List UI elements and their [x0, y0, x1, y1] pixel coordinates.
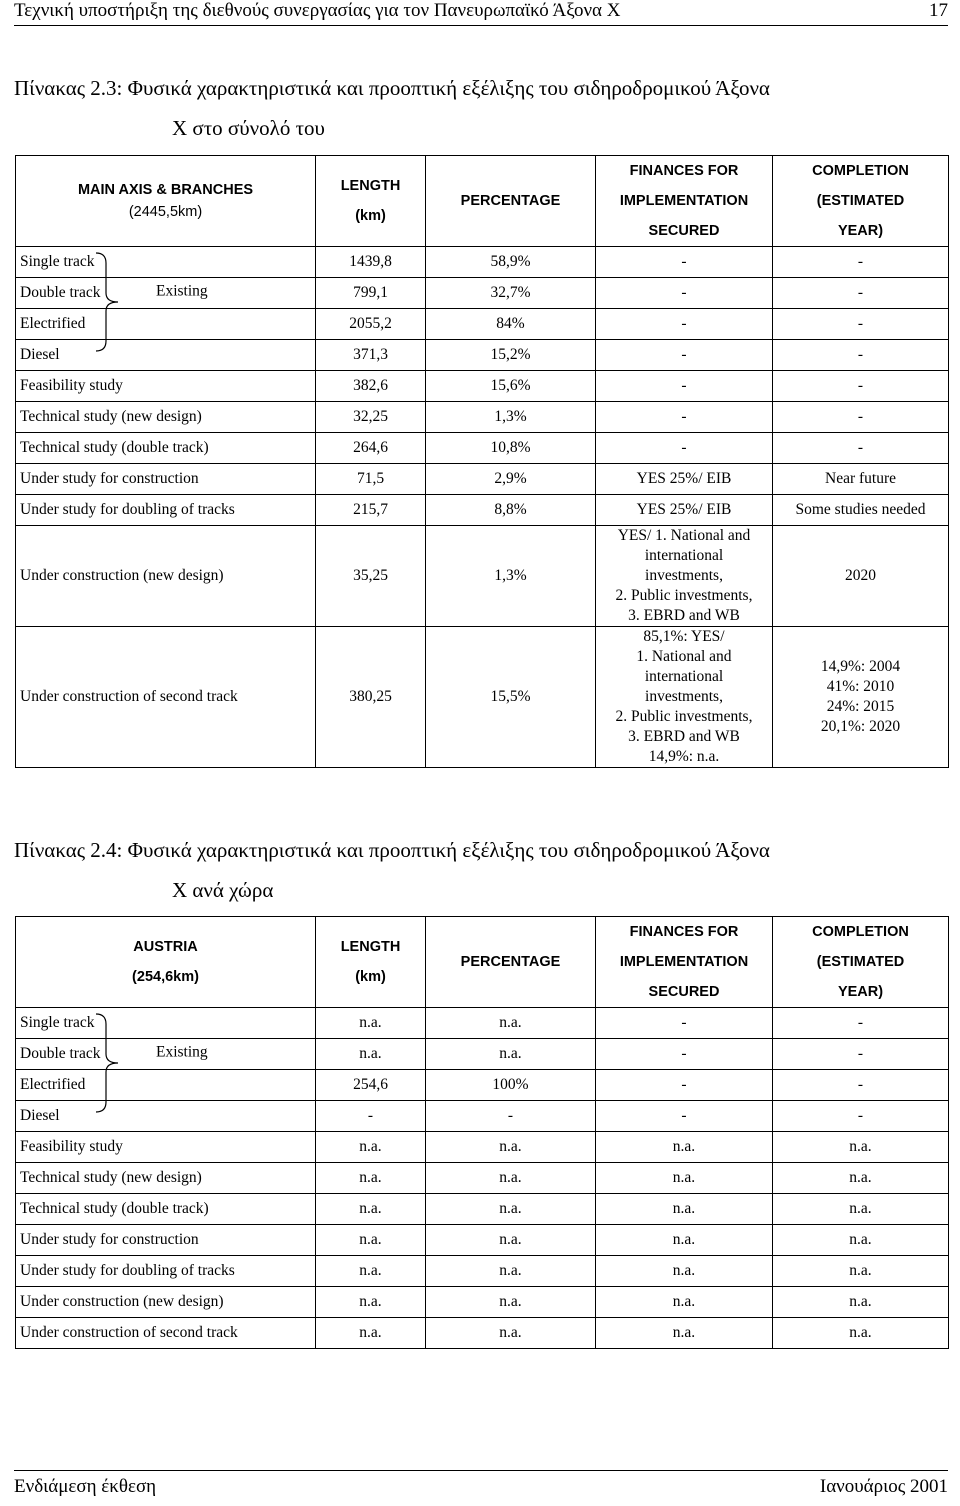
length-cell: n.a. — [316, 1225, 426, 1256]
table-row — [16, 278, 949, 309]
footer-rule — [14, 1470, 948, 1471]
finances_lines-line: 3. EBRD and WB — [628, 607, 740, 624]
row-label: Feasibility study — [16, 1132, 316, 1163]
percentage-cell: 2,9% — [426, 464, 596, 495]
length-cell: - — [316, 1101, 426, 1132]
row-label: Under study for doubling of tracks — [16, 495, 316, 526]
percentage-cell: 15,5% — [426, 627, 596, 768]
table-row — [16, 247, 949, 278]
row-label: Under construction of second track — [16, 627, 316, 768]
finances-cell: - — [596, 1039, 773, 1070]
percentage-cell: n.a. — [426, 1163, 596, 1194]
row-label: Technical study (double track) — [16, 1194, 316, 1225]
header-rule — [14, 25, 948, 26]
table-row — [16, 627, 949, 768]
table2-header-length: LENGTH (km) — [316, 917, 426, 1008]
finances_lines-line: international — [644, 668, 724, 685]
table1-caption-line2: Χ στο σύνολό του — [172, 116, 325, 140]
table1 — [15, 155, 949, 768]
percentage-cell: 15,2% — [426, 340, 596, 371]
finances_lines-line: 85,1%: YES/ — [643, 628, 725, 645]
table2-header-country: AUSTRIA (254,6km) — [16, 917, 316, 1008]
length-cell: n.a. — [316, 1039, 426, 1070]
completion-cell: - — [773, 433, 949, 464]
table1-header-row — [16, 156, 949, 247]
existing-label: Existing — [156, 1043, 208, 1061]
finances_lines-line: international — [644, 547, 724, 564]
percentage-cell: 32,7% — [426, 278, 596, 309]
finances-cell — [596, 526, 773, 627]
row-label: Under study for construction — [16, 464, 316, 495]
percentage-cell: 15,6% — [426, 371, 596, 402]
finances-cell: n.a. — [596, 1163, 773, 1194]
percentage-cell: 1,3% — [426, 402, 596, 433]
finances-cell: - — [596, 309, 773, 340]
table-row — [16, 309, 949, 340]
length-cell: n.a. — [316, 1287, 426, 1318]
table1-header-length: LENGTH (km) — [316, 156, 426, 247]
table-row — [16, 526, 949, 627]
length-cell: 32,25 — [316, 402, 426, 433]
row-label — [16, 1039, 316, 1070]
existing-label: Existing — [156, 282, 208, 300]
table1-caption — [14, 76, 954, 140]
table1-header-finances: FINANCES FOR IMPLEMENTATION SECURED — [596, 156, 773, 247]
percentage-cell: n.a. — [426, 1194, 596, 1225]
finances_lines-line: investments, — [645, 688, 723, 705]
finances-cell: n.a. — [596, 1287, 773, 1318]
row-label: Electrified — [16, 309, 316, 340]
length-cell: 71,5 — [316, 464, 426, 495]
table-row — [16, 1194, 949, 1225]
length-cell: n.a. — [316, 1194, 426, 1225]
finances-cell: n.a. — [596, 1225, 773, 1256]
percentage-cell: 10,8% — [426, 433, 596, 464]
table-row — [16, 340, 949, 371]
table1-existing-brace-icon — [94, 249, 118, 355]
table2-header-percentage: PERCENTAGE — [426, 917, 596, 1008]
footer-left: Ενδιάμεση έκθεση — [14, 1476, 157, 1497]
completion-cell: Near future — [773, 464, 949, 495]
finances-cell: - — [596, 371, 773, 402]
row-label: Diesel — [16, 1101, 316, 1132]
percentage-cell: n.a. — [426, 1008, 596, 1039]
finances_lines-line: YES/ 1. National and — [617, 527, 751, 544]
finances-cell: - — [596, 433, 773, 464]
percentage-cell: 84% — [426, 309, 596, 340]
row-label: Technical study (double track) — [16, 433, 316, 464]
completion-cell: - — [773, 1039, 949, 1070]
length-cell: 264,6 — [316, 433, 426, 464]
finances_lines-line: 1. National and — [636, 648, 732, 665]
finances-cell — [596, 627, 773, 768]
table2-caption — [14, 838, 954, 902]
finances_lines-line: 2. Public investments, — [615, 587, 753, 604]
table-row — [16, 402, 949, 433]
finances-cell: - — [596, 1008, 773, 1039]
finances_lines-line: 2. Public investments, — [615, 708, 753, 725]
table-row — [16, 1039, 949, 1070]
table1-header-percentage: PERCENTAGE — [426, 156, 596, 247]
percentage-cell: 58,9% — [426, 247, 596, 278]
table-row — [16, 495, 949, 526]
length-cell: 380,25 — [316, 627, 426, 768]
finances-cell: YES 25%/ EIB — [596, 464, 773, 495]
table2-caption-line2: Χ ανά χώρα — [172, 878, 274, 902]
completion-cell: n.a. — [773, 1256, 949, 1287]
table-row — [16, 1287, 949, 1318]
footer-date: Ιανουάριος 2001 — [819, 1476, 948, 1497]
completion-cell: - — [773, 340, 949, 371]
finances-cell: - — [596, 1070, 773, 1101]
finances-cell: - — [596, 1101, 773, 1132]
table2-header-row — [16, 917, 949, 1008]
length-cell: n.a. — [316, 1008, 426, 1039]
finances_lines-line: 3. EBRD and WB — [628, 728, 740, 745]
length-cell: 371,3 — [316, 340, 426, 371]
row-label: Technical study (new design) — [16, 1163, 316, 1194]
completion_lines-line: 2020 — [845, 567, 876, 584]
length-cell: 215,7 — [316, 495, 426, 526]
percentage-cell: 1,3% — [426, 526, 596, 627]
table1-caption-line1: Πίνακας 2.3: Φυσικά χαρακτηριστικά και προοπτική εξέλιξης του σιδηροδρομικού Άξονα — [14, 76, 770, 100]
completion-cell: - — [773, 1008, 949, 1039]
row-label: Under study for construction — [16, 1225, 316, 1256]
length-cell: n.a. — [316, 1256, 426, 1287]
completion_lines-line: 20,1%: 2020 — [820, 718, 901, 735]
row-label — [16, 278, 316, 309]
percentage-cell: n.a. — [426, 1132, 596, 1163]
length-cell: n.a. — [316, 1318, 426, 1349]
row-label-text: Double track — [20, 284, 101, 301]
completion_lines-line: 41%: 2010 — [826, 678, 895, 695]
table-row — [16, 1225, 949, 1256]
row-label: Under study for doubling of tracks — [16, 1256, 316, 1287]
completion-cell: - — [773, 278, 949, 309]
table-row — [16, 1318, 949, 1349]
row-label: Under construction (new design) — [16, 526, 316, 627]
page-number: 17 — [929, 0, 948, 21]
header-title: Τεχνική υποστήριξη της διεθνούς συνεργασίας για τον Πανευρωπαϊκό Άξονα Χ — [14, 0, 621, 21]
row-label: Under construction (new design) — [16, 1287, 316, 1318]
completion_lines-line: 14,9%: 2004 — [820, 658, 901, 675]
completion-cell: - — [773, 402, 949, 433]
length-cell: 35,25 — [316, 526, 426, 627]
length-cell: 2055,2 — [316, 309, 426, 340]
table2-caption-line1: Πίνακας 2.4: Φυσικά χαρακτηριστικά και προοπτική εξέλιξης του σιδηροδρομικού Άξονα — [14, 838, 770, 862]
completion-cell: - — [773, 371, 949, 402]
length-cell: n.a. — [316, 1163, 426, 1194]
table-row — [16, 1101, 949, 1132]
row-label: Single track — [16, 1008, 316, 1039]
row-label: Diesel — [16, 340, 316, 371]
completion-cell: n.a. — [773, 1225, 949, 1256]
row-label: Feasibility study — [16, 371, 316, 402]
completion-cell: n.a. — [773, 1132, 949, 1163]
table-row — [16, 1256, 949, 1287]
finances-cell: n.a. — [596, 1318, 773, 1349]
finances-cell: n.a. — [596, 1256, 773, 1287]
percentage-cell: 100% — [426, 1070, 596, 1101]
row-label: Single track — [16, 247, 316, 278]
table2 — [15, 916, 949, 1349]
finances-cell: n.a. — [596, 1132, 773, 1163]
percentage-cell: n.a. — [426, 1318, 596, 1349]
percentage-cell: n.a. — [426, 1225, 596, 1256]
length-cell: 1439,8 — [316, 247, 426, 278]
table2-header-finances: FINANCES FOR IMPLEMENTATION SECURED — [596, 917, 773, 1008]
row-label: Technical study (new design) — [16, 402, 316, 433]
finances_lines-line: 14,9%: n.a. — [648, 748, 720, 765]
percentage-cell: n.a. — [426, 1039, 596, 1070]
completion-cell: Some studies needed — [773, 495, 949, 526]
finances-cell: - — [596, 247, 773, 278]
percentage-cell: n.a. — [426, 1256, 596, 1287]
completion-cell: - — [773, 247, 949, 278]
length-cell: n.a. — [316, 1132, 426, 1163]
length-cell: 799,1 — [316, 278, 426, 309]
completion-cell: n.a. — [773, 1194, 949, 1225]
percentage-cell: n.a. — [426, 1287, 596, 1318]
row-label: Under construction of second track — [16, 1318, 316, 1349]
completion-cell: - — [773, 309, 949, 340]
completion-cell: n.a. — [773, 1287, 949, 1318]
table-row — [16, 1070, 949, 1101]
percentage-cell: 8,8% — [426, 495, 596, 526]
finances-cell: n.a. — [596, 1194, 773, 1225]
table-row — [16, 371, 949, 402]
table1-header-axis: MAIN AXIS & BRANCHES (2445,5km) — [16, 156, 316, 247]
table-row — [16, 1163, 949, 1194]
completion-cell — [773, 627, 949, 768]
table-row — [16, 464, 949, 495]
finances-cell: - — [596, 402, 773, 433]
completion-cell: n.a. — [773, 1163, 949, 1194]
finances-cell: YES 25%/ EIB — [596, 495, 773, 526]
percentage-cell: - — [426, 1101, 596, 1132]
table-row — [16, 433, 949, 464]
finances_lines-line: investments, — [645, 567, 723, 584]
table2-existing-brace-icon — [94, 1010, 118, 1116]
table1-header-completion: COMPLETION (ESTIMATED YEAR) — [773, 156, 949, 247]
table2-header-completion: COMPLETION (ESTIMATED YEAR) — [773, 917, 949, 1008]
finances-cell: - — [596, 340, 773, 371]
table-row — [16, 1008, 949, 1039]
completion_lines-line: 24%: 2015 — [826, 698, 895, 715]
length-cell: 254,6 — [316, 1070, 426, 1101]
completion-cell: n.a. — [773, 1318, 949, 1349]
completion-cell: - — [773, 1070, 949, 1101]
finances-cell: - — [596, 278, 773, 309]
row-label: Electrified — [16, 1070, 316, 1101]
table-row — [16, 1132, 949, 1163]
row-label-text: Double track — [20, 1045, 101, 1062]
length-cell: 382,6 — [316, 371, 426, 402]
completion-cell — [773, 526, 949, 627]
completion-cell: - — [773, 1101, 949, 1132]
